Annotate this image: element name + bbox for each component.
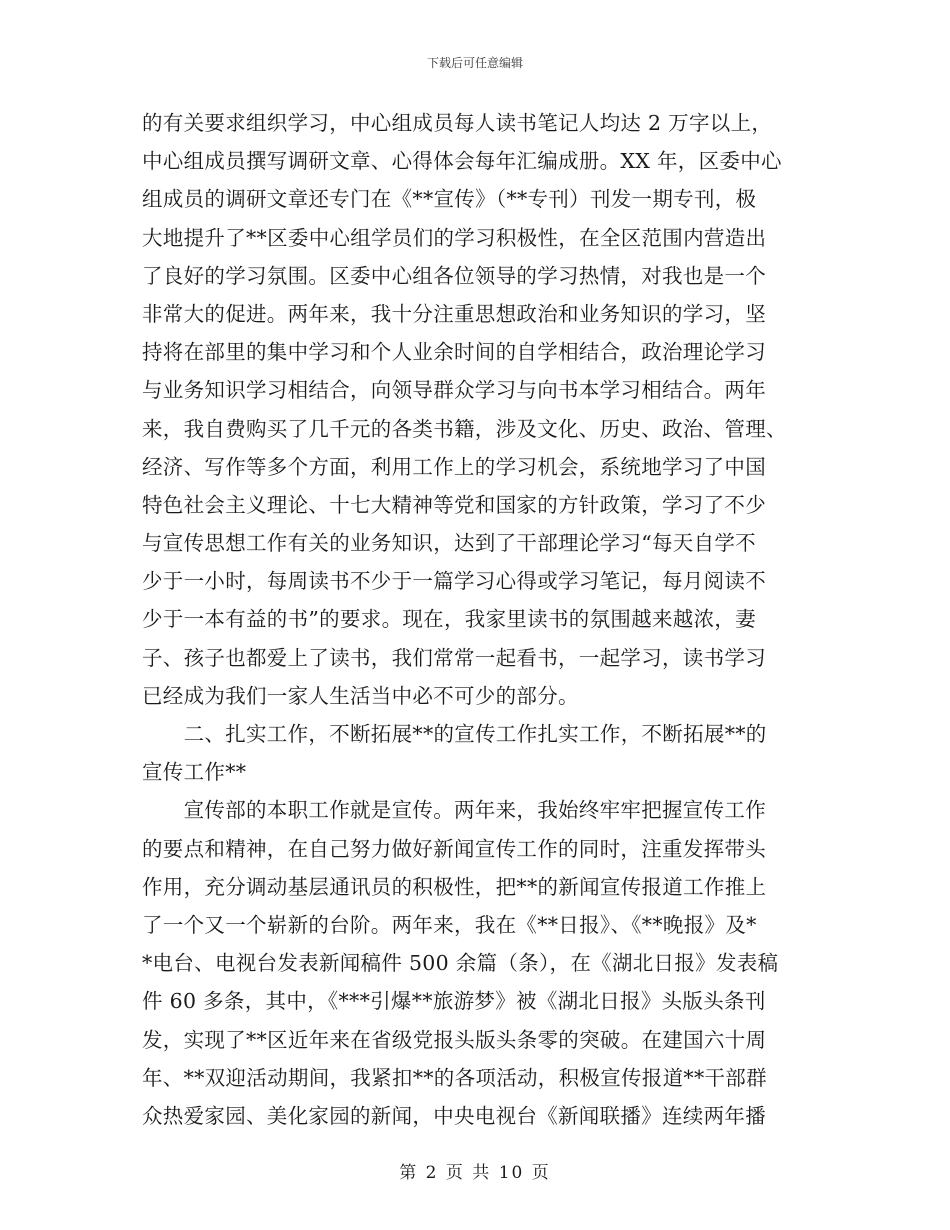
text-line: 众热爱家园、美化家园的新闻，中央电视台《新闻联播》连续两年播 (142, 1103, 766, 1128)
text-line: 来，我自费购买了几千元的各类书籍，涉及文化、历史、政治、管理、 (142, 416, 787, 441)
body-text (142, 104, 812, 1135)
text-line: 子、孩子也都爱上了读书，我们常常一起看书，一起学习，读书学习 (142, 645, 766, 670)
text-line: 已经成为我们一家人生活当中必不可少的部分。 (142, 683, 579, 708)
text-line: 宣传部的本职工作就是宣传。两年来，我始终牢牢把握宣传工作 (142, 798, 766, 823)
text-line: 少于一本有益的书”的要求。现在，我家里读书的氛围越来越浓，妻 (142, 607, 756, 632)
section-heading-line: 二、扎实工作，不断拓展**的宣传工作扎实工作，不断拓展**的 (142, 722, 767, 746)
text-line: 作用，充分调动基层通讯员的积极性，把**的新闻宣传报道工作推上 (142, 874, 767, 899)
text-line: *电台、电视台发表新闻稿件 500 余篇（条），在《湖北日报》发表稿 (142, 951, 779, 976)
text-line: 经济、写作等多个方面，利用工作上的学习机会，系统地学习了中国 (142, 454, 766, 479)
section-heading-line: 宣传工作** (142, 760, 247, 785)
text-line: 持将在部里的集中学习和个人业余时间的自学相结合，政治理论学习 (142, 340, 766, 365)
text-line: 与宣传思想工作有关的业务知识，达到了干部理论学习“每天自学不 (142, 531, 756, 556)
text-line: 中心组成员撰写调研文章、心得体会每年汇编成册。XX 年，区委中心 (142, 149, 782, 174)
text-line: 大地提升了**区委中心组学员们的学习积极性，在全区范围内营造出 (142, 225, 767, 250)
text-line: 的有关要求组织学习，中心组成员每人读书笔记人均达 2 万字以上， (142, 111, 773, 135)
page-header: 下载后可任意编辑 (426, 56, 523, 70)
text-line: 少于一小时，每周读书不少于一篇学习心得或学习笔记，每月阅读不 (142, 569, 766, 594)
text-line: 组成员的调研文章还专门在《**宣传》（**专刊）刊发一期专刊，极 (142, 187, 757, 212)
text-line: 年、**双迎活动期间，我紧扣**的各项活动，积极宣传报道**干部群 (142, 1065, 767, 1090)
text-line: 特色社会主义理论、十七大精神等党和国家的方针政策，学习了不少 (142, 492, 766, 517)
text-line: 发，实现了**区近年来在省级党报头版头条零的突破。在建国六十周 (142, 1027, 767, 1052)
text-line: 了良好的学习氛围。区委中心组各位领导的学习热情，对我也是一个 (142, 263, 766, 288)
text-line: 与业务知识学习相结合，向领导群众学习与向书本学习相结合。两年 (142, 378, 766, 403)
page-footer: 第 2 页 共 10 页 (399, 1163, 551, 1183)
text-line: 件 60 多条，其中，《***引爆**旅游梦》被《湖北日报》头版头条刊 (142, 989, 766, 1014)
text-line: 非常大的促进。两年来，我十分注重思想政治和业务知识的学习，坚 (142, 301, 766, 326)
text-line: 了一个又一个崭新的台阶。两年来，我在《**日报》、《**晚报》及* (142, 912, 757, 937)
text-line: 的要点和精神，在自己努力做好新闻宣传工作的同时，注重发挥带头 (142, 836, 766, 861)
